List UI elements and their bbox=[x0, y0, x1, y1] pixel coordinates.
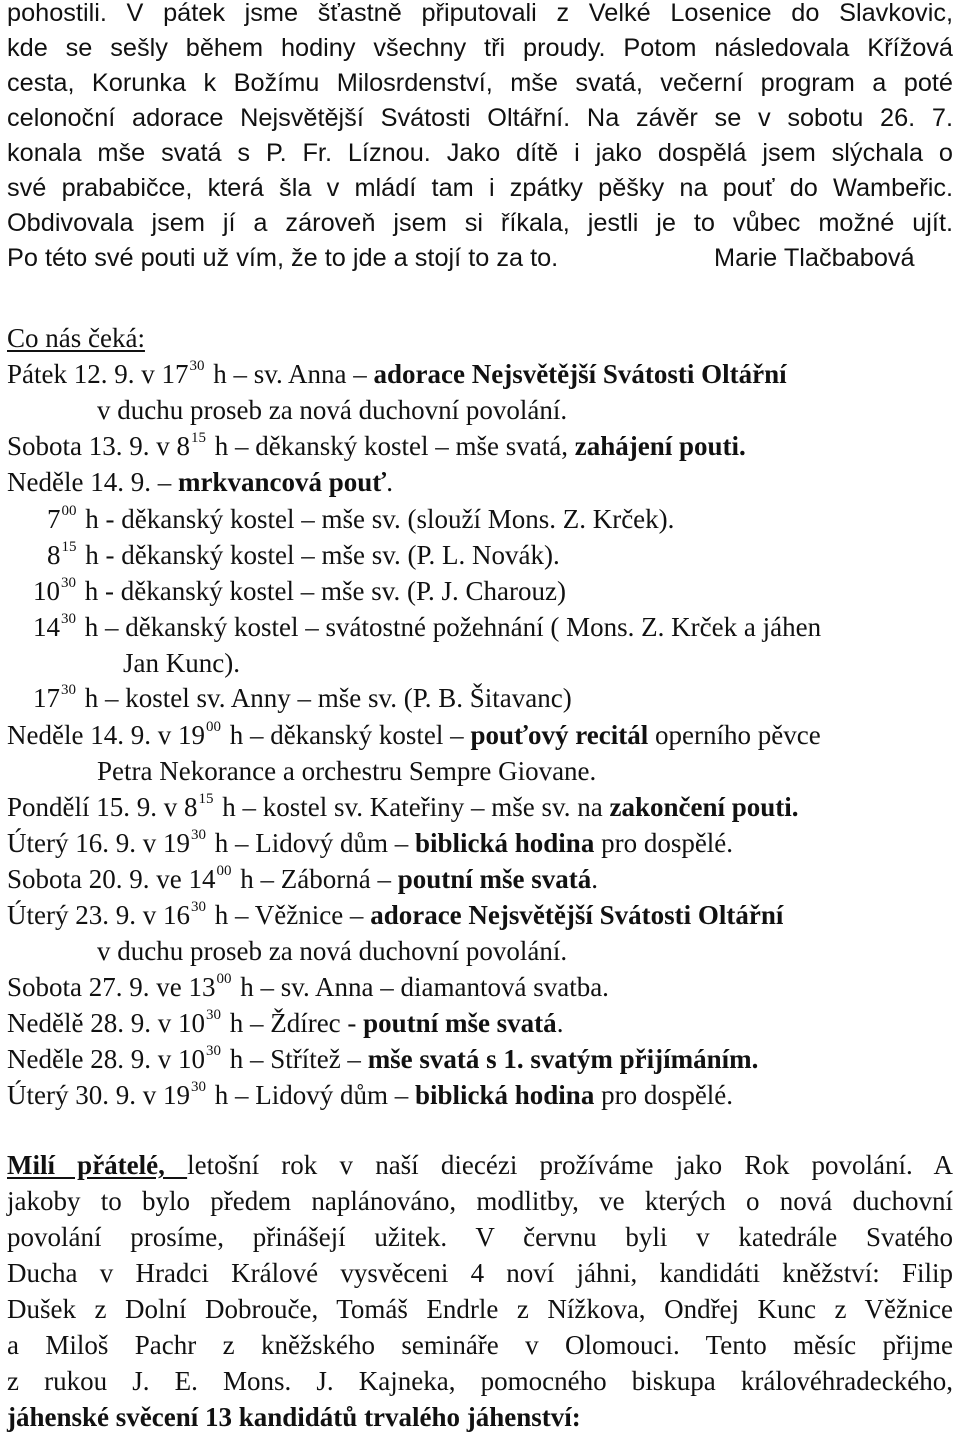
schedule-text: h – Záborná – bbox=[233, 864, 398, 894]
intro-author: Marie Tlačbabová bbox=[714, 244, 915, 272]
letter-line: a Miloš Pachr z kněžského semináře v Olomouci. Tento měsíc přijme bbox=[7, 1330, 953, 1360]
schedule-text: h – Střítež – bbox=[222, 1044, 368, 1074]
schedule-highlight: mše svatá s 1. svatým přijímáním. bbox=[367, 1044, 759, 1074]
letter-line: povolání prosíme, přinášejí užitek. V červnu byli v katedrále Svatého bbox=[7, 1222, 953, 1252]
schedule-time-minutes: 30 bbox=[189, 358, 205, 374]
schedule-line: v duchu proseb za nová duchovní povolání. bbox=[97, 936, 568, 966]
schedule-line bbox=[7, 465, 393, 499]
schedule-text: 14 bbox=[33, 612, 60, 642]
schedule-text: Pátek 12. 9. v 17 bbox=[7, 359, 189, 389]
schedule-time-minutes: 30 bbox=[61, 682, 76, 698]
schedule-text: 10 bbox=[33, 576, 60, 606]
schedule-line bbox=[7, 1006, 563, 1045]
intro-line-6: své prababičce, která šla v mládí tam i zpátky pěšky na pouť do Wambeřic. bbox=[7, 174, 953, 202]
schedule-highlight: zakončení pouti. bbox=[609, 792, 799, 822]
letter-line-bold: jáhenské svěcení 13 kandidátů trvalého jáhenství: bbox=[7, 1402, 581, 1432]
schedule-line bbox=[7, 357, 787, 396]
schedule-line bbox=[33, 681, 572, 720]
schedule-text: Sobota 13. 9. v 8 bbox=[7, 431, 191, 461]
schedule-line bbox=[7, 1078, 733, 1117]
schedule-text: Neděle 28. 9. v 10 bbox=[7, 1044, 205, 1074]
schedule-text: Sobota 27. 9. ve 13 bbox=[7, 972, 216, 1002]
schedule-line: Petra Nekorance a orchestru Sempre Giovane. bbox=[97, 756, 597, 786]
schedule-text: Úterý 16. 9. v 19 bbox=[7, 828, 190, 858]
schedule-text: 8 bbox=[47, 540, 61, 570]
schedule-text: pro dospělé. bbox=[594, 828, 734, 858]
schedule-text: Úterý 23. 9. v 16 bbox=[7, 900, 190, 930]
schedule-text: . bbox=[556, 1008, 564, 1038]
letter-line: Dušek z Dolní Dobrouče, Tomáš Endrle z Nížkova, Ondřej Kunc z Věžnice bbox=[7, 1294, 953, 1324]
schedule-line bbox=[33, 610, 821, 649]
schedule-text: h – Věžnice – bbox=[207, 900, 371, 930]
intro-line-8: Po této své pouti už vím, že to jde a stojí to za to. bbox=[7, 244, 559, 272]
schedule-text: h – sv. Anna – bbox=[206, 359, 374, 389]
intro-line-5: konala mše svatá s P. Fr. Líznou. Jako dítě i jako dospělá jsem slýchala o bbox=[7, 139, 953, 167]
schedule-line bbox=[47, 538, 560, 577]
schedule-text: h – děkanský kostel – mše svatá, bbox=[208, 431, 575, 461]
schedule-time-minutes: 30 bbox=[61, 611, 76, 627]
schedule-line bbox=[33, 574, 566, 613]
schedule-text: h - děkanský kostel – mše sv. (slouží Mons. Z. Krček). bbox=[78, 504, 675, 534]
schedule-time-minutes: 00 bbox=[61, 503, 77, 519]
letter-line: jakoby to bylo předem naplánováno, modlitby, ve kterých o nová duchovní bbox=[7, 1186, 953, 1216]
schedule-time-minutes: 00 bbox=[216, 863, 232, 879]
schedule-text: Neděle 14. 9. v 19 bbox=[7, 720, 205, 750]
schedule-text: . bbox=[591, 864, 598, 894]
schedule-highlight: zahájení pouti. bbox=[574, 431, 746, 461]
schedule-text: Nedělě 28. 9. v 10 bbox=[7, 1008, 205, 1038]
schedule-time-minutes: 15 bbox=[191, 430, 207, 446]
schedule-time-minutes: 30 bbox=[190, 1079, 206, 1095]
letter-line: z rukou J. E. Mons. J. Kajneka, pomocného biskupa královéhradeckého, bbox=[7, 1366, 953, 1396]
schedule-time-minutes: 30 bbox=[205, 1043, 221, 1059]
letter-line: Ducha v Hradci Králové vysvěceni 4 noví jáhni, kandidáti kněžství: Filip bbox=[7, 1258, 953, 1288]
schedule-text: Sobota 20. 9. ve 14 bbox=[7, 864, 216, 894]
schedule-highlight: mrkvancová pouť bbox=[177, 467, 387, 497]
schedule-highlight: poutní mše svatá bbox=[397, 864, 592, 894]
schedule-text: Úterý 30. 9. v 19 bbox=[7, 1080, 190, 1110]
schedule-heading: Co nás čeká: bbox=[7, 323, 145, 353]
letter-text: letošní rok v naší diecézi prožíváme jako Rok povolání. A bbox=[187, 1150, 954, 1180]
schedule-text: 17 bbox=[33, 683, 60, 713]
schedule-line bbox=[7, 429, 746, 468]
letter-greeting: Milí přátelé, bbox=[7, 1150, 188, 1180]
schedule-time-minutes: 00 bbox=[216, 971, 232, 987]
schedule-line bbox=[7, 826, 733, 865]
schedule-text: h – Ždírec - bbox=[222, 1008, 364, 1038]
schedule-text: h - děkanský kostel – mše sv. (P. J. Charouz) bbox=[78, 576, 566, 606]
schedule-highlight: biblická hodina bbox=[414, 1080, 595, 1110]
schedule-time-minutes: 15 bbox=[61, 539, 77, 555]
schedule-text: h – sv. Anna – diamantová svatba. bbox=[233, 972, 609, 1002]
schedule-line bbox=[47, 502, 674, 541]
schedule-highlight: biblická hodina bbox=[414, 828, 595, 858]
schedule-time-minutes: 30 bbox=[61, 575, 76, 591]
intro-line-1: pohostili. V pátek jsme šťastně připutovali z Velké Losenice do Slavkovic, bbox=[7, 0, 953, 27]
schedule-highlight: pouťový recitál bbox=[470, 720, 649, 750]
letter-line-1 bbox=[7, 1148, 953, 1182]
schedule-text: h - děkanský kostel – mše sv. (P. L. Novák). bbox=[78, 540, 560, 570]
schedule-text: 7 bbox=[47, 504, 61, 534]
schedule-text: h – děkanský kostel – svátostné požehnání ( Mons. Z. Krček a jáhen bbox=[78, 612, 822, 642]
schedule-text: Neděle 14. 9. – bbox=[7, 467, 178, 497]
schedule-line bbox=[7, 790, 799, 829]
schedule-line: v duchu proseb za nová duchovní povolání. bbox=[97, 395, 568, 425]
schedule-time-minutes: 30 bbox=[190, 899, 206, 915]
schedule-text: h – kostel sv. Kateřiny – mše sv. na bbox=[215, 792, 610, 822]
schedule-text: pro dospělé. bbox=[594, 1080, 734, 1110]
schedule-line bbox=[7, 970, 609, 1009]
schedule-text: Pondělí 15. 9. v 8 bbox=[7, 792, 198, 822]
schedule-time-minutes: 30 bbox=[205, 1007, 221, 1023]
schedule-text: . bbox=[386, 467, 394, 497]
schedule-text: h – Lidový dům – bbox=[207, 1080, 415, 1110]
schedule-highlight: poutní mše svatá bbox=[363, 1008, 557, 1038]
schedule-text: h – děkanský kostel – bbox=[222, 720, 471, 750]
schedule-line bbox=[7, 1042, 758, 1081]
schedule-time-minutes: 15 bbox=[198, 791, 214, 807]
schedule-line bbox=[7, 862, 598, 901]
schedule-time-minutes: 00 bbox=[205, 719, 221, 735]
schedule-line bbox=[7, 898, 783, 937]
schedule-text: h – kostel sv. Anny – mše sv. (P. B. Šitavanc) bbox=[78, 683, 572, 713]
intro-line-7: Obdivovala jsem jí a zároveň jsem si říkala, jestli je to vůbec možné ujít. bbox=[7, 209, 953, 237]
schedule-highlight: adorace Nejsvětější Svátosti Oltářní bbox=[373, 359, 787, 389]
intro-line-3: cesta, Korunka k Božímu Milosrdenství, mše svatá, večerní program a poté bbox=[7, 69, 953, 97]
schedule-text: h – Lidový dům – bbox=[207, 828, 415, 858]
schedule-line bbox=[7, 718, 821, 757]
intro-line-4: celonoční adorace Nejsvětější Svátosti Oltářní. Na závěr se v sobotu 26. 7. bbox=[7, 104, 953, 132]
schedule-highlight: adorace Nejsvětější Svátosti Oltářní bbox=[370, 900, 784, 930]
schedule-text: operního pěvce bbox=[648, 720, 821, 750]
schedule-line: Jan Kunc). bbox=[123, 648, 240, 678]
schedule-time-minutes: 30 bbox=[190, 827, 206, 843]
intro-line-2: kde se sešly během hodiny všechny tři proudy. Potom následovala Křížová bbox=[7, 34, 953, 62]
